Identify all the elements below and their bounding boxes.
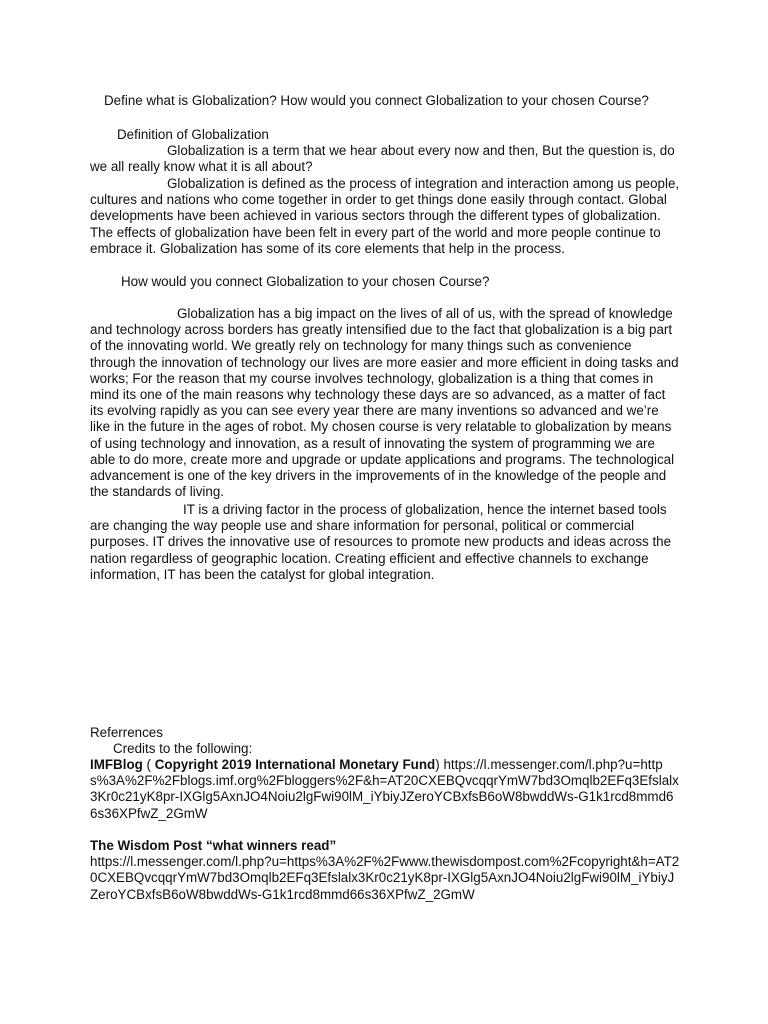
references-credits: Credits to the following: [113, 741, 253, 756]
definition-heading: Definition of Globalization [117, 127, 269, 142]
reference-item-imf [90, 757, 680, 822]
paragraph-4: IT is a driving factor in the process of globalization, hence the internet based tools are changing the way people use and share information for personal, political or commercial purposes. IT drives the innovative use of resources to promote new products and ideas across the nation regardless of geographic location. Creating efficient and effective channels to exchange information, IT has been the catalyst for global integration. [90, 502, 672, 582]
references-heading: Referrences [90, 725, 163, 740]
paragraph-3: Globalization has a big impact on the lives of all of us, with the spread of knowledge and technology across borders has greatly intensified due to the fact that globalization is a big part of the innovating world. We greatly rely on technology for many things such as convenience through the innovation of technology our lives are more easier and more efficient in doing tasks and works; For the reason that my course involves technology, globalization is a thing that comes in mind its one of the main reasons why technology these days are so advanced, as a matter of fact its evolving rapidly as you can see every year there are many inventions so advanced and we’re like in the future in the ages of robot. My chosen course is very relatable to globalization by means of using technology and innovation, as a result of innovating the system of programming we are able to do more, create more and upgrade or update applications and programs. The technological advancement is one of the key drivers in the improvements of in the knowledge of the people and the standards of living. [90, 306, 679, 500]
reference-url[interactable]: https://l.messenger.com/l.php?u=https%3A%2F%2Fwww.thewisdompost.com%2Fcopyright&h=AT20CXEBQvcqqrYmW7bd3Omqlb2EFq3Efslalx3Kr0c21yK8pr-IXGlg5AxnJO4Noiu2lgFwi90lM_iYbiyJZeroYCBxfsB6oW8bwddWs-G1k1rcd8mmd66s36XPfwZ_2GmW [90, 854, 680, 902]
reference-source: The Wisdom Post “what winners read” [90, 838, 337, 853]
reference-paren-open: ( [142, 757, 151, 772]
connect-heading: How would you connect Globalization to your chosen Course? [121, 274, 490, 289]
document-title: Define what is Globalization? How would you connect Globalization to your chosen Course? [104, 93, 649, 108]
paragraph-2: Globalization is defined as the process of integration and interaction among us people, cultures and nations who come together in order to get things done easily through contact. Global developments have been achieved in various sectors through the different types of globalization. The effects of globalization have been felt in every part of the world and more people continue to embrace it. Globalization has some of its core elements that help in the process. [90, 176, 680, 256]
reference-source: IMFBlog [90, 757, 143, 772]
paragraph-1: Globalization is a term that we hear about every now and then, But the question is, do we all really know what it is all about? [90, 143, 675, 175]
reference-paren-close: ) [435, 757, 440, 772]
reference-item-wisdom-post [90, 838, 680, 903]
reference-copyright: Copyright 2019 International Monetary Fund [154, 757, 436, 772]
reference-url[interactable]: https://l.messenger.com/l.php?u=https%3A%2F%2Fblogs.imf.org%2Fbloggers%2F&h=AT20CXEBQvcqqrYmW7bd3Omqlb2EFq3Efslalx3Kr0c21yK8pr-IXGlg5AxnJO4Noiu2lgFwi90lM_iYbiyJZeroYCBxfsB6oW8bwddWs-G1k1rcd8mmd66s36XPfwZ_2GmW [90, 757, 679, 821]
